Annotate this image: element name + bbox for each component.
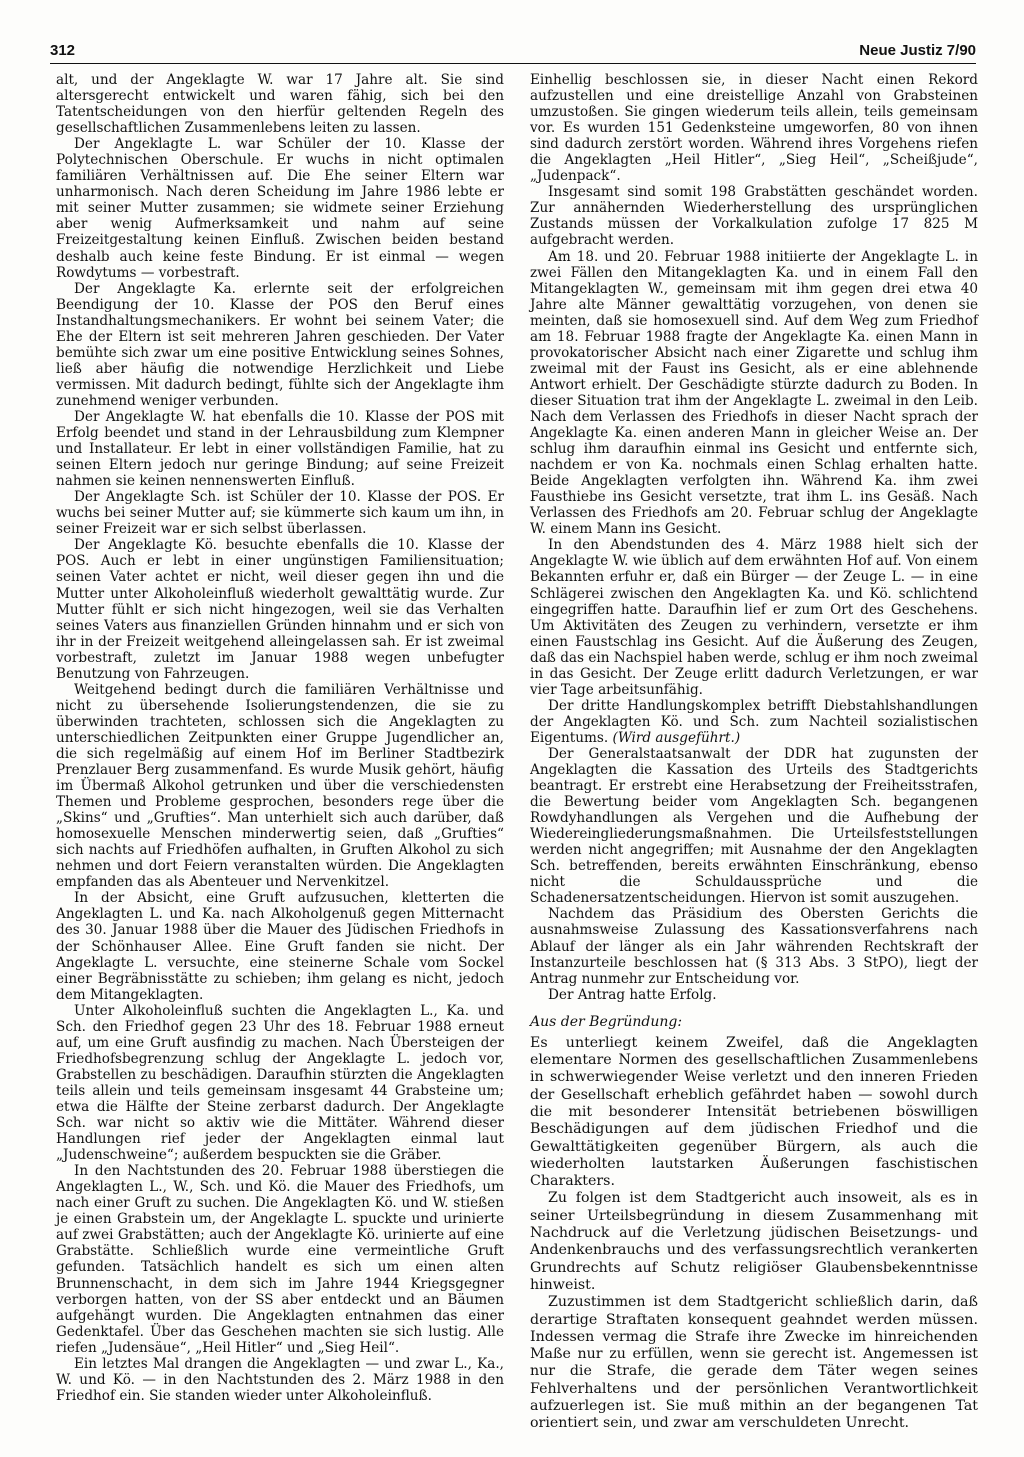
paragraph: Der Generalstaatsanwalt der DDR hat zugunsten der Angeklagten die Kassation des Urteils des Stadtgerichts beantragt. Er erstrebt eine Herabsetzung der Freiheitsstrafen, die Bewertung beider vom Angeklagten Sch. begangenen Rowdyhandlungen als Vergehen und die Aufhebung der Wiedereingliederungsmaßnahmen. Die Urteilsfeststellungen werden nicht angegriffen; mit Ausnahme der den Angeklagten Sch. betreffenden, bereits erwähnten Einschränkung, ebenso nicht die Schuldaussprüche und die Schadenersatzentscheidungen. Hiervon ist somit auszugehen.: [530, 745, 978, 907]
paragraph: Zuzustimmen ist dem Stadtgericht schließlich darin, daß derartige Straftaten konsequent geahndet werden müssen. Indessen vermag die Strafe ihre Zwecke im hinreichenden Maße nur zu erfüllen, wenn sie gerecht ist. Angemessen ist nur die Strafe, die gerade dem Täter wegen seines Fehlverhaltens und der persönlichen Verantwortlichkeit aufzuerlegen ist. Sie muß mithin an der begangenen Tat orientiert sein, und zwar am verschuldeten Unrecht.: [530, 1294, 978, 1432]
left-column: [56, 72, 504, 1404]
paragraph: Zu folgen ist dem Stadtgericht auch insoweit, als es in seiner Urteilsbegründung in diesem Zusammenhang mit Nachdruck auf die Verletzung jüdischen Beisetzungs- und Andenkenbrauchs und des verfassungsrechtlich verankerten Grundrechts auf Schutz religiöser Glaubensbekenntnisse hinweist.: [530, 1190, 978, 1293]
paragraph: In den Nachtstunden des 20. Februar 1988 überstiegen die Angeklagten L., W., Sch. und Kö. die Mauer des Friedhofs, um nach einer Gruft zu suchen. Die Angeklagten Kö. und W. stießen je einen Grabstein um, der Angeklagte L. spuckte und urinierte auf zwei Grabstätten; auch der Angeklagte Kö. urinierte auf eine Grabstätte. Schließlich wurde eine vermeintliche Gruft gefunden. Tatsächlich handelt es sich um einen alten Brunnenschacht, in dem sich im Jahre 1944 Kriegsgegner verborgen hatten, von der SS aber entdeckt und an Bäumen aufgehängt wurden. Die Angeklagten entnahmen das einer Gedenktafel. Über das Geschehen machten sie sich lustig. Alle riefen „Judensäue“, „Heil Hitler“ und „Sieg Heil“.: [56, 1163, 504, 1356]
paragraph: In der Absicht, eine Gruft aufzusuchen, kletterten die Angeklagten L. und Ka. nach Alkoholgenuß gegen Mitternacht des 30. Januar 1988 über die Mauer des Jüdischen Friedhofs in der Schönhauser Allee. Eine Gruft fanden sie nicht. Der Angeklagte L. versuchte, eine steinerne Schale vom Sockel einer Begräbnisstätte zu schieben; ihm gelang es nicht, jedoch dem Mitangeklagten.: [56, 890, 504, 1003]
paragraph: alt, und der Angeklagte W. war 17 Jahre alt. Sie sind altersgerecht entwickelt und waren fähig, sich bei den Tatentscheidungen von den hierfür geltenden Regeln des gesellschaftlichen Zusammenlebens leiten zu lassen.: [56, 72, 504, 137]
reasoning-section: [530, 1035, 978, 1433]
paragraph: Der Angeklagte Sch. ist Schüler der 10. Klasse der POS. Er wuchs bei seiner Mutter auf; sie kümmerte sich kaum um ihn, in seiner Freizeit war er sich selbst überlassen.: [56, 489, 504, 538]
paragraph: Nachdem das Präsidium des Obersten Gerichts die ausnahmsweise Zulassung des Kassationsverfahrens nach Ablauf der länger als ein Jahr währenden Rechtskraft der Instanzurteile beschlossen hat (§ 313 Abs. 3 StPO), liegt der Antrag nunmehr zur Entscheidung vor.: [530, 906, 978, 987]
paragraph: Der Angeklagte W. hat ebenfalls die 10. Klasse der POS mit Erfolg beendet und stand in der Lehrausbildung zum Klempner und Installateur. Er lebt in einer vollständigen Familie, hat zu seinen Eltern jedoch nur geringe Bindung; auf seine Freizeit nahmen sie keinen nennenswerten Einfluß.: [56, 408, 504, 490]
section-heading: Aus der Begründung:: [530, 1013, 683, 1030]
paragraph: Der Antrag hatte Erfolg.: [548, 986, 717, 1003]
journal-issue: Neue Justiz 7/90: [859, 42, 976, 59]
paragraph: Einhellig beschlossen sie, in dieser Nacht einen Rekord aufzustellen und eine dreistellige Anzahl von Grabsteinen umzustoßen. Sie gingen wiederum teils allein, teils gemeinsam vor. Es wurden 151 Gedenksteine umgeworfen, 80 von ihnen sind dadurch zerstört worden. Während ihres Vorgehens riefen die Angeklagten „Heil Hitler“, „Sieg Heil“, „Scheißjude“, „Judenpack“.: [530, 72, 978, 185]
page-number: 312: [50, 42, 76, 59]
paragraph: Am 18. und 20. Februar 1988 initiierte der Angeklagte L. in zwei Fällen den Mitangeklagten Ka. und in einem Fall den Mitangeklagten W., gemeinsam mit ihm gegen drei etwa 40 Jahre alte Männer gewalttätig vorzugehen, von denen sie meinten, daß sie homosexuell sind. Auf dem Weg zum Friedhof am 18. Februar 1988 fragte der Angeklagte Ka. einen Mann in provokatorischer Absicht nach einer Zigarette und schlug ihm zweimal mit der Faust ins Gesicht, als er eine ablehnende Antwort erhielt. Der Geschädigte stürzte dadurch zu Boden. In dieser Situation trat ihm der Angeklagte L. zweimal in den Leib. Nach dem Verlassen des Friedhofs in dieser Nacht sprach der Angeklagte Ka. einen anderen Mann in gleicher Weise an. Der schlug ihm daraufhin einmal ins Gesicht und entfernte sich, nachdem er von Ka. nochmals einen Schlag erhalten hatte. Beide Angeklagten verfolgten ihn. Während Ka. ihm zwei Fausthiebe ins Gesicht versetzte, trat ihm L. ins Gesäß. Nach Verlassen des Friedhofs am 20. Februar schlug der Angeklagte W. einem Mann ins Gesicht.: [530, 248, 978, 538]
omission-note: (Wird ausgeführt.): [612, 729, 741, 746]
header-rule: [50, 63, 976, 64]
right-column: [530, 72, 978, 1433]
paragraph: [530, 698, 978, 746]
page-header: [50, 42, 976, 59]
paragraph: Der Angeklagte Ka. erlernte seit der erfolgreichen Beendigung der 10. Klasse der POS den Beruf eines Instandhaltungsmechanikers. Er wohnt bei seinem Vater; die Ehe der Eltern ist seit mehreren Jahren geschieden. Der Vater bemühte sich zwar um eine positive Entwicklung seines Sohnes, ließ aber häufig die notwendige Herzlichkeit und Liebe vermissen. Mit dadurch bedingt, fühlte sich der Angeklagte ihm zunehmend weniger verbunden.: [56, 280, 504, 409]
paragraph: Der Angeklagte Kö. besuchte ebenfalls die 10. Klasse der POS. Auch er lebt in einer ungünstigen Familiensituation; seinen Vater achtet er nicht, weil dieser gegen ihn und die Mutter unter Alkoholeinfluß wiederholt gewalttätig wurde. Zur Mutter fühlt er sich nicht hingezogen, weil sie das Verhalten seines Vaters aus finanziellen Gründen hinnahm und er sich von ihr in der Freizeit weitgehend alleingelassen sah. Er ist zweimal vorbestraft, zuletzt im Januar 1988 wegen unbefugter Benutzung von Fahrzeugen.: [56, 537, 504, 682]
paragraph: Es unterliegt keinem Zweifel, daß die Angeklagten elementare Normen des gesellschaftlichen Zusammenlebens in schwerwiegender Weise verletzt und den inneren Frieden der Gesellschaft erheblich gefährdet haben — sowohl durch die mit besonderer Intensität betriebenen böswilligen Beschädigungen auf dem jüdischen Friedhof und die Gewalttätigkeiten gegenüber Bürgern, als auch die wiederholten lautstarken Äußerungen faschistischen Charakters.: [530, 1034, 978, 1190]
paragraph-text: Der dritte Handlungskomplex betrifft Diebstahlshandlungen der Angeklagten Kö. und Sch. zum Nachteil sozialistischen Eigentums.: [530, 697, 978, 746]
paragraph: In den Abendstunden des 4. März 1988 hielt sich der Angeklagte W. wie üblich auf dem erwähnten Hof auf. Von einem Bekannten erfuhr er, daß ein Bürger — der Zeuge L. — in eine Schlägerei zwischen den Angeklagten Ka. und Kö. schlichtend eingegriffen hatte. Daraufhin lief er zum Ort des Geschehens. Um Aktivitäten des Zeugen zu verhindern, versetzte er ihm einen Faustschlag ins Gesicht. Auf die Äußerung des Zeugen, daß das ein Nachspiel haben werde, schlug er ihm noch zweimal in das Gesicht. Der Zeuge erlitt dadurch Verletzungen, er war vier Tage arbeitsunfähig.: [530, 537, 978, 698]
paragraph: Weitgehend bedingt durch die familiären Verhältnisse und nicht zu übersehende Isolierungstendenzen, die sie zu überwinden trachteten, schlossen sich die Angeklagten zu unterschiedlichen Zeitpunkten einer Gruppe Jugendlicher an, die sich regelmäßig auf einem Hof im Berliner Stadtbezirk Prenzlauer Berg zusammenfand. Es wurde Musik gehört, häufig im Übermaß Alkohol getrunken und über die verschiedensten Themen und Probleme gesprochen, besonders rege über die „Skins“ und „Grufties“. Man unterhielt sich auch darüber, daß homosexuelle Menschen minderwertig seien, daß „Grufties“ sich nachts auf Friedhöfen aufhalten, in Gruften Alkohol zu sich nehmen und dort Feiern veranstalten würden. Die Angeklagten empfanden das als Abenteuer und Nervenkitzel.: [56, 681, 504, 891]
paragraph: Ein letztes Mal drangen die Angeklagten — und zwar L., Ka., W. und Kö. — in den Nachtstunden des 2. März 1988 in den Friedhof ein. Sie standen wieder unter Alkoholeinfluß.: [56, 1355, 504, 1404]
paragraph: Der Angeklagte L. war Schüler der 10. Klasse der Polytechnischen Oberschule. Er wuchs in nicht optimalen familiären Verhältnissen auf. Die Ehe seiner Eltern war unharmonisch. Nach deren Scheidung im Jahre 1986 lebte er mit seiner Mutter zusammen; sie widmete seiner Erziehung aber wenig Aufmerksamkeit und nahm auf seine Freizeitgestaltung keinen Einfluß. Zwischen beiden bestand deshalb auch keine feste Bindung. Er ist einmal — wegen Rowdytums — vorbestraft.: [56, 136, 504, 281]
paragraph: Insgesamt sind somit 198 Grabstätten geschändet worden. Zur annähernden Wiederherstellung des ursprünglichen Zustands müssen der Vorkalkulation zufolge 17 825 M aufgebracht werden.: [530, 184, 978, 249]
paragraph: Unter Alkoholeinfluß suchten die Angeklagten L., Ka. und Sch. den Friedhof gegen 23 Uhr des 18. Februar 1988 erneut auf, um eine Gruft ausfindig zu machen. Nach Übersteigen der Friedhofsbegrenzung schlug der Angeklagte L. jedoch vor, Grabstellen zu beschädigen. Daraufhin stürzten die Angeklagten teils allein und teils gemeinsam insgesamt 44 Grabsteine um; etwa die Hälfte der Steine zerbarst dadurch. Der Angeklagte Sch. war nicht so aktiv wie die Mittäter. Während dieser Handlungen rief jeder der Angeklagten einmal laut „Judenschweine“; außerdem bespuckten sie die Gräber.: [56, 1002, 504, 1164]
